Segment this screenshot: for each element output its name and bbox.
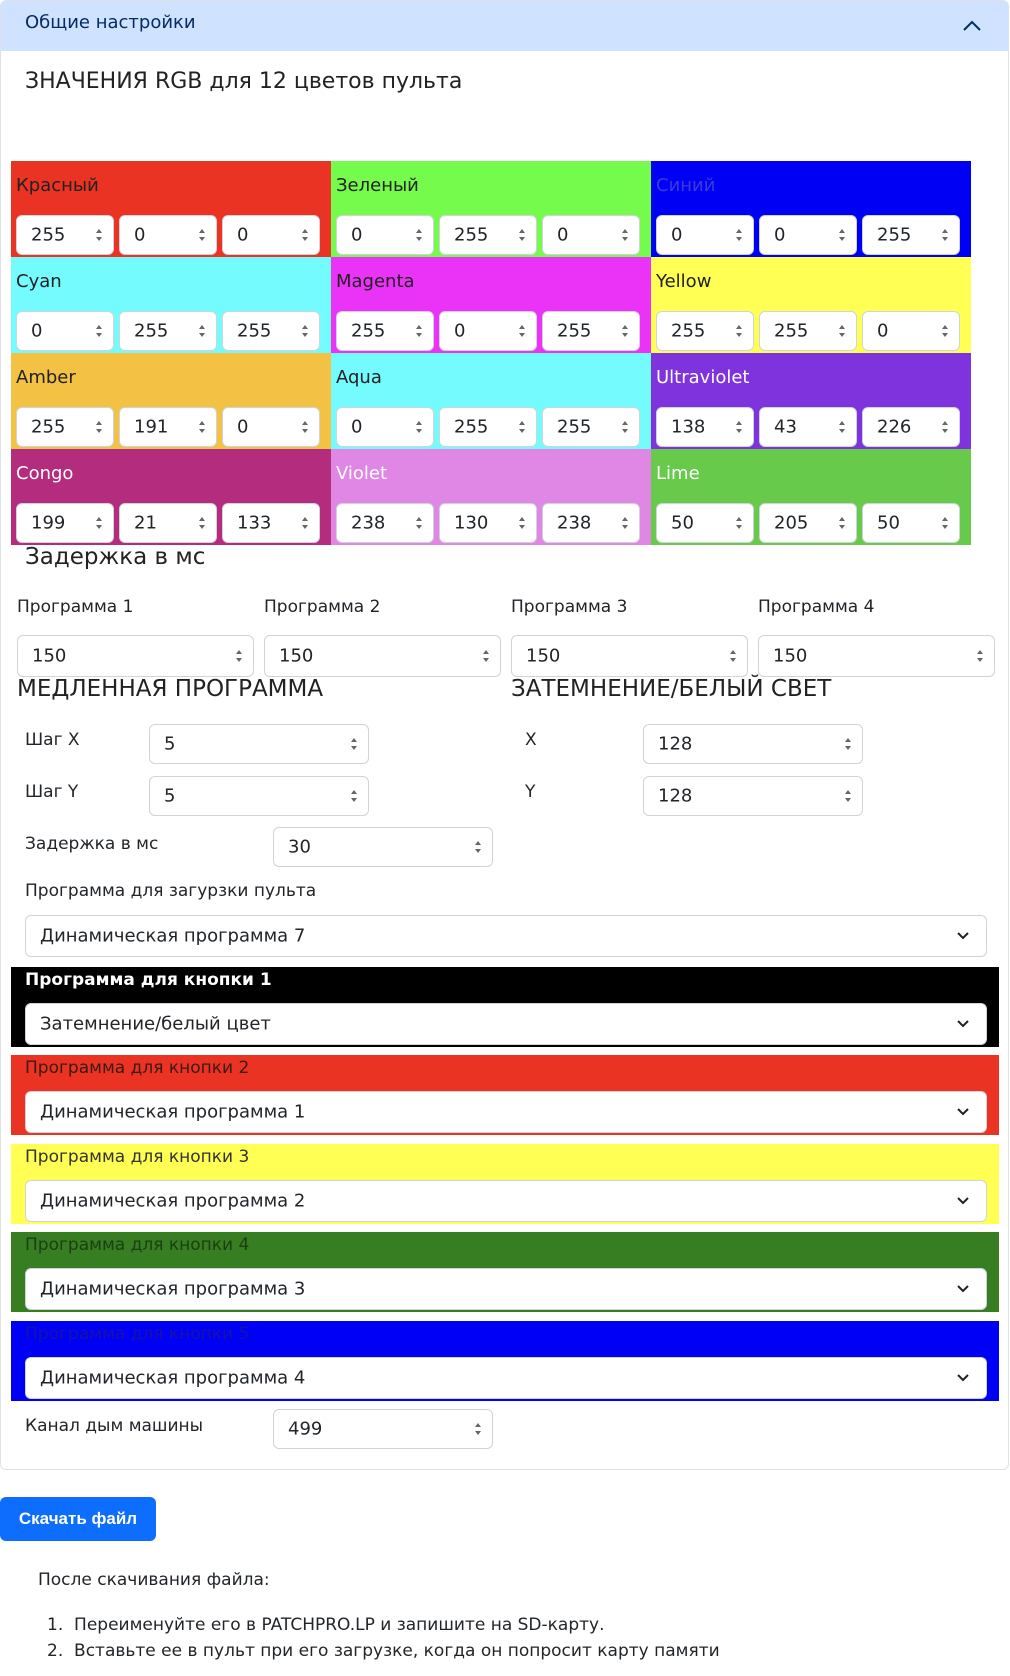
green-value-input[interactable]: 0 xyxy=(759,215,857,255)
accordion-header-general-settings[interactable] xyxy=(1,1,1008,51)
slow-delay-input[interactable]: 30 xyxy=(273,827,493,867)
color-name: Красный xyxy=(16,175,99,196)
spinner-arrows-icon[interactable] xyxy=(735,516,743,530)
instructions-intro: После скачивания файла: xyxy=(38,1570,270,1590)
chevron-down-icon xyxy=(956,1284,970,1294)
spinner-arrows-icon[interactable] xyxy=(941,228,949,242)
instruction-step-2: 2. Вставьте ее в пульт при его загрузке, когда он попросит карту памяти xyxy=(47,1641,720,1661)
blue-value-input[interactable]: 255 xyxy=(222,311,320,351)
blue-value-input[interactable]: 0 xyxy=(222,215,320,255)
red-value-input[interactable]: 199 xyxy=(16,503,114,543)
button-2-band xyxy=(11,1055,999,1135)
blue-value-input[interactable]: 238 xyxy=(542,503,640,543)
color-cell-congo xyxy=(11,449,331,545)
spinner-arrows-icon[interactable] xyxy=(95,228,103,242)
spinner-arrows-icon[interactable] xyxy=(301,228,309,242)
spinner-arrows-icon[interactable] xyxy=(301,324,309,338)
color-name: Зеленый xyxy=(336,175,419,196)
program-4-label: Программа 4 xyxy=(758,597,875,617)
color-name: Aqua xyxy=(336,367,382,388)
blue-value-input[interactable]: 50 xyxy=(862,503,960,543)
dim-x-input[interactable]: 128 xyxy=(643,724,863,764)
blue-value-input[interactable]: 0 xyxy=(862,311,960,351)
green-value-input[interactable]: 21 xyxy=(119,503,217,543)
color-cell-lime xyxy=(651,449,971,545)
red-value-input[interactable]: 238 xyxy=(336,503,434,543)
spinner-arrows-icon[interactable] xyxy=(474,1422,482,1436)
red-value-input[interactable]: 0 xyxy=(16,311,114,351)
chevron-down-icon xyxy=(956,1019,970,1029)
boot-program-select[interactable]: Динамическая программа 7 xyxy=(25,915,987,957)
button-2-program-select[interactable]: Динамическая программа 1 xyxy=(25,1091,987,1133)
spinner-arrows-icon[interactable] xyxy=(941,420,949,434)
spinner-arrows-icon[interactable] xyxy=(415,228,423,242)
spinner-arrows-icon[interactable] xyxy=(95,324,103,338)
chevron-down-icon xyxy=(956,1107,970,1117)
download-file-button[interactable]: Скачать файл xyxy=(0,1497,156,1541)
spinner-arrows-icon[interactable] xyxy=(301,420,309,434)
spinner-arrows-icon[interactable] xyxy=(621,420,629,434)
spinner-arrows-icon[interactable] xyxy=(518,516,526,530)
dim-y-label: Y xyxy=(525,782,536,802)
blue-value-input[interactable]: 0 xyxy=(542,215,640,255)
instruction-step-1: 1. Переименуйте его в PATCHPRO.LP и запишите на SD-карту. xyxy=(47,1615,605,1635)
step-y-input[interactable]: 5 xyxy=(149,776,369,816)
spinner-arrows-icon[interactable] xyxy=(518,420,526,434)
spinner-arrows-icon[interactable] xyxy=(198,324,206,338)
spinner-arrows-icon[interactable] xyxy=(941,324,949,338)
red-value-input[interactable]: 255 xyxy=(336,311,434,351)
color-name: Amber xyxy=(16,367,76,388)
green-value-input[interactable]: 130 xyxy=(439,503,537,543)
button-5-band xyxy=(11,1321,999,1401)
smoke-channel-input[interactable]: 499 xyxy=(273,1409,493,1449)
red-value-input[interactable]: 138 xyxy=(656,407,754,447)
button-4-label: Программа для кнопки 4 xyxy=(25,1235,250,1255)
color-cell-red xyxy=(11,161,331,257)
spinner-arrows-icon[interactable] xyxy=(735,420,743,434)
slow-delay-label: Задержка в мс xyxy=(25,834,159,854)
red-value-input[interactable]: 0 xyxy=(656,215,754,255)
spinner-arrows-icon[interactable] xyxy=(350,789,358,803)
program-3-label: Программа 3 xyxy=(511,597,628,617)
button-1-band xyxy=(11,967,999,1047)
delay-heading: Задержка в мс xyxy=(25,544,206,570)
spinner-arrows-icon[interactable] xyxy=(735,324,743,338)
color-name: Congo xyxy=(16,463,74,484)
color-cell-cyan xyxy=(11,257,331,353)
spinner-arrows-icon[interactable] xyxy=(976,649,984,663)
spinner-arrows-icon[interactable] xyxy=(415,324,423,338)
spinner-arrows-icon[interactable] xyxy=(198,228,206,242)
button-1-label: Программа для кнопки 1 xyxy=(25,970,272,990)
button-5-program-select[interactable]: Динамическая программа 4 xyxy=(25,1357,987,1399)
chevron-down-icon xyxy=(956,1196,970,1206)
color-name: Cyan xyxy=(16,271,62,292)
spinner-arrows-icon[interactable] xyxy=(838,420,846,434)
blue-value-input[interactable]: 255 xyxy=(542,407,640,447)
green-value-input[interactable]: 0 xyxy=(119,215,217,255)
spinner-arrows-icon[interactable] xyxy=(474,840,482,854)
button-4-program-select[interactable]: Динамическая программа 3 xyxy=(25,1268,987,1310)
spinner-arrows-icon[interactable] xyxy=(735,228,743,242)
color-name: Lime xyxy=(656,463,700,484)
color-cell-ultraviolet xyxy=(651,353,971,449)
blue-value-input[interactable]: 255 xyxy=(542,311,640,351)
program-1-label: Программа 1 xyxy=(17,597,134,617)
spinner-arrows-icon[interactable] xyxy=(350,737,358,751)
blue-value-input[interactable]: 255 xyxy=(862,215,960,255)
program-2-delay-input[interactable]: 150 xyxy=(264,635,501,677)
red-value-input[interactable]: 50 xyxy=(656,503,754,543)
button-2-label: Программа для кнопки 2 xyxy=(25,1058,250,1078)
button-5-label: Программа для кнопки 5 xyxy=(25,1324,250,1344)
color-cell-violet xyxy=(331,449,651,545)
color-name: Yellow xyxy=(656,271,712,292)
dim-program-heading: ЗАТЕМНЕНИЕ/БЕЛЫЙ СВЕТ xyxy=(511,676,832,702)
blue-value-input[interactable]: 0 xyxy=(222,407,320,447)
dim-y-input[interactable]: 128 xyxy=(643,776,863,816)
color-name: Синий xyxy=(656,175,716,196)
smoke-channel-label: Канал дым машины xyxy=(25,1416,204,1436)
green-value-input[interactable]: 255 xyxy=(119,311,217,351)
spinner-arrows-icon[interactable] xyxy=(844,789,852,803)
spinner-arrows-icon[interactable] xyxy=(482,649,490,663)
blue-value-input[interactable]: 226 xyxy=(862,407,960,447)
green-value-input[interactable]: 191 xyxy=(119,407,217,447)
color-cell-amber xyxy=(11,353,331,449)
button-3-label: Программа для кнопки 3 xyxy=(25,1147,250,1167)
program-1-delay-input[interactable]: 150 xyxy=(17,635,254,677)
green-value-input[interactable]: 43 xyxy=(759,407,857,447)
color-name: Magenta xyxy=(336,271,415,292)
step-y-label: Шаг Y xyxy=(25,782,79,802)
step-x-label: Шаг X xyxy=(25,730,80,750)
green-value-input[interactable]: 205 xyxy=(759,503,857,543)
spinner-arrows-icon[interactable] xyxy=(518,324,526,338)
slow-program-heading: МЕДЛЕННАЯ ПРОГРАММА xyxy=(17,676,324,702)
red-value-input[interactable]: 255 xyxy=(16,407,114,447)
step-x-input[interactable]: 5 xyxy=(149,724,369,764)
red-value-input[interactable]: 255 xyxy=(656,311,754,351)
dim-x-label: X xyxy=(525,730,537,750)
button-3-band xyxy=(11,1144,999,1224)
green-value-input[interactable]: 255 xyxy=(439,215,537,255)
blue-value-input[interactable]: 133 xyxy=(222,503,320,543)
color-cell-aqua xyxy=(331,353,651,449)
color-name: Violet xyxy=(336,463,388,484)
color-cell-green xyxy=(331,161,651,257)
color-cell-magenta xyxy=(331,257,651,353)
red-value-input[interactable]: 0 xyxy=(336,407,434,447)
button-4-band xyxy=(11,1232,999,1312)
green-value-input[interactable]: 255 xyxy=(439,407,537,447)
spinner-arrows-icon[interactable] xyxy=(621,324,629,338)
spinner-arrows-icon[interactable] xyxy=(844,737,852,751)
green-value-input[interactable]: 255 xyxy=(759,311,857,351)
spinner-arrows-icon[interactable] xyxy=(415,516,423,530)
red-value-input[interactable]: 0 xyxy=(336,215,434,255)
green-value-input[interactable]: 0 xyxy=(439,311,537,351)
color-cell-blue xyxy=(651,161,971,257)
red-value-input[interactable]: 255 xyxy=(16,215,114,255)
program-4-delay-input[interactable]: 150 xyxy=(758,635,995,677)
program-2-label: Программа 2 xyxy=(264,597,381,617)
program-3-delay-input[interactable]: 150 xyxy=(511,635,748,677)
spinner-arrows-icon[interactable] xyxy=(198,516,206,530)
spinner-arrows-icon[interactable] xyxy=(95,516,103,530)
chevron-down-icon xyxy=(956,1373,970,1383)
spinner-arrows-icon[interactable] xyxy=(729,649,737,663)
rgb-heading: ЗНАЧЕНИЯ RGB для 12 цветов пульта xyxy=(25,69,463,94)
button-3-program-select[interactable]: Динамическая программа 2 xyxy=(25,1180,987,1222)
spinner-arrows-icon[interactable] xyxy=(838,516,846,530)
spinner-arrows-icon[interactable] xyxy=(941,516,949,530)
rgb-color-grid xyxy=(11,161,973,545)
spinner-arrows-icon[interactable] xyxy=(301,516,309,530)
accordion-title: Общие настройки xyxy=(25,12,196,33)
spinner-arrows-icon[interactable] xyxy=(838,324,846,338)
spinner-arrows-icon[interactable] xyxy=(621,228,629,242)
spinner-arrows-icon[interactable] xyxy=(838,228,846,242)
button-1-program-select[interactable]: Затемнение/белый цвет xyxy=(25,1003,987,1045)
spinner-arrows-icon[interactable] xyxy=(235,649,243,663)
chevron-down-icon xyxy=(956,931,970,941)
spinner-arrows-icon[interactable] xyxy=(415,420,423,434)
spinner-arrows-icon[interactable] xyxy=(198,420,206,434)
spinner-arrows-icon[interactable] xyxy=(518,228,526,242)
boot-program-label: Программа для загурзки пульта xyxy=(25,881,317,901)
spinner-arrows-icon[interactable] xyxy=(95,420,103,434)
color-cell-yellow xyxy=(651,257,971,353)
spinner-arrows-icon[interactable] xyxy=(621,516,629,530)
color-name: Ultraviolet xyxy=(656,367,750,388)
chevron-up-icon[interactable] xyxy=(960,14,984,38)
